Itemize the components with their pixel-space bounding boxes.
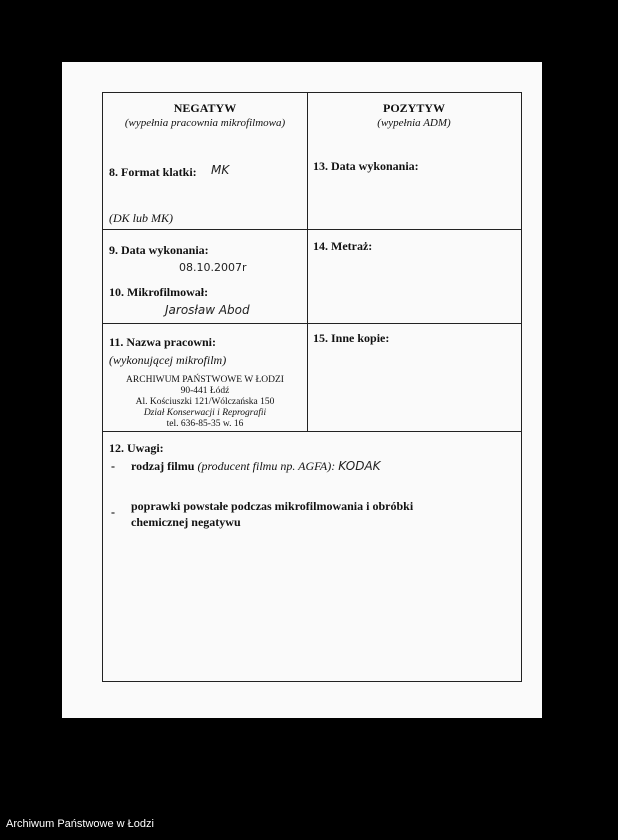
row-divider-2 [103, 323, 521, 324]
archive-line-5: tel. 636-85-35 w. 16 [166, 419, 244, 429]
notes-label: 12. Uwagi: [109, 441, 164, 455]
negatyw-subtitle: (wypełnia pracownia mikrofilmowa) [124, 117, 286, 129]
pozytyw-title: POZYTYW [382, 101, 445, 115]
filmed-by-label: 10. Mikrofilmował: [109, 285, 209, 299]
film-type-value: KODAK [338, 459, 381, 473]
bullet-dash-1: - [111, 459, 115, 473]
pozytyw-date-label: 13. Data wykonania: [313, 159, 419, 173]
footer-watermark: Archiwum Państwowe w Łodzi [6, 818, 154, 830]
lab-hint: (wykonującej mikrofilm) [109, 353, 227, 367]
date-value: 08.10.2007r [179, 261, 247, 274]
film-type-hint: (producent filmu np. AGFA): [197, 459, 336, 473]
format-value: MK [211, 163, 230, 177]
archive-line-4: Dział Konserwacji i Reprografii [143, 408, 267, 418]
corrections-line-2: chemicznej negatywu [131, 515, 241, 529]
filmed-by-signature: Jarosław Abod [165, 303, 250, 317]
date-label: 9. Data wykonania: [109, 243, 209, 257]
row-divider-1 [103, 229, 521, 230]
copies-label: 15. Inne kopie: [313, 331, 390, 345]
film-type-line [131, 459, 381, 474]
length-label: 14. Metraż: [313, 239, 373, 253]
format-label: 8. Format klatki: [109, 165, 197, 179]
row-divider-3 [103, 431, 521, 432]
microfilm-form [102, 92, 522, 682]
negatyw-title: NEGATYW [173, 101, 237, 115]
pozytyw-subtitle: (wypełnia ADM) [377, 117, 451, 129]
format-hint: (DK lub MK) [109, 211, 173, 225]
archive-line-1: ARCHIWUM PAŃSTWOWE W ŁODZI [126, 375, 284, 385]
lab-label: 11. Nazwa pracowni: [109, 335, 216, 349]
bullet-dash-2: - [111, 505, 115, 519]
form-card [62, 62, 542, 718]
archive-stamp [103, 375, 307, 430]
archive-line-2: 90-441 Łódź [180, 386, 230, 396]
column-divider [307, 93, 308, 431]
film-type-label: rodzaj filmu [131, 459, 195, 473]
archive-line-3: Al. Kościuszki 121/Wólczańska 150 [135, 397, 275, 407]
corrections-line-1: poprawki powstałe podczas mikrofilmowania i obróbki [131, 499, 414, 513]
